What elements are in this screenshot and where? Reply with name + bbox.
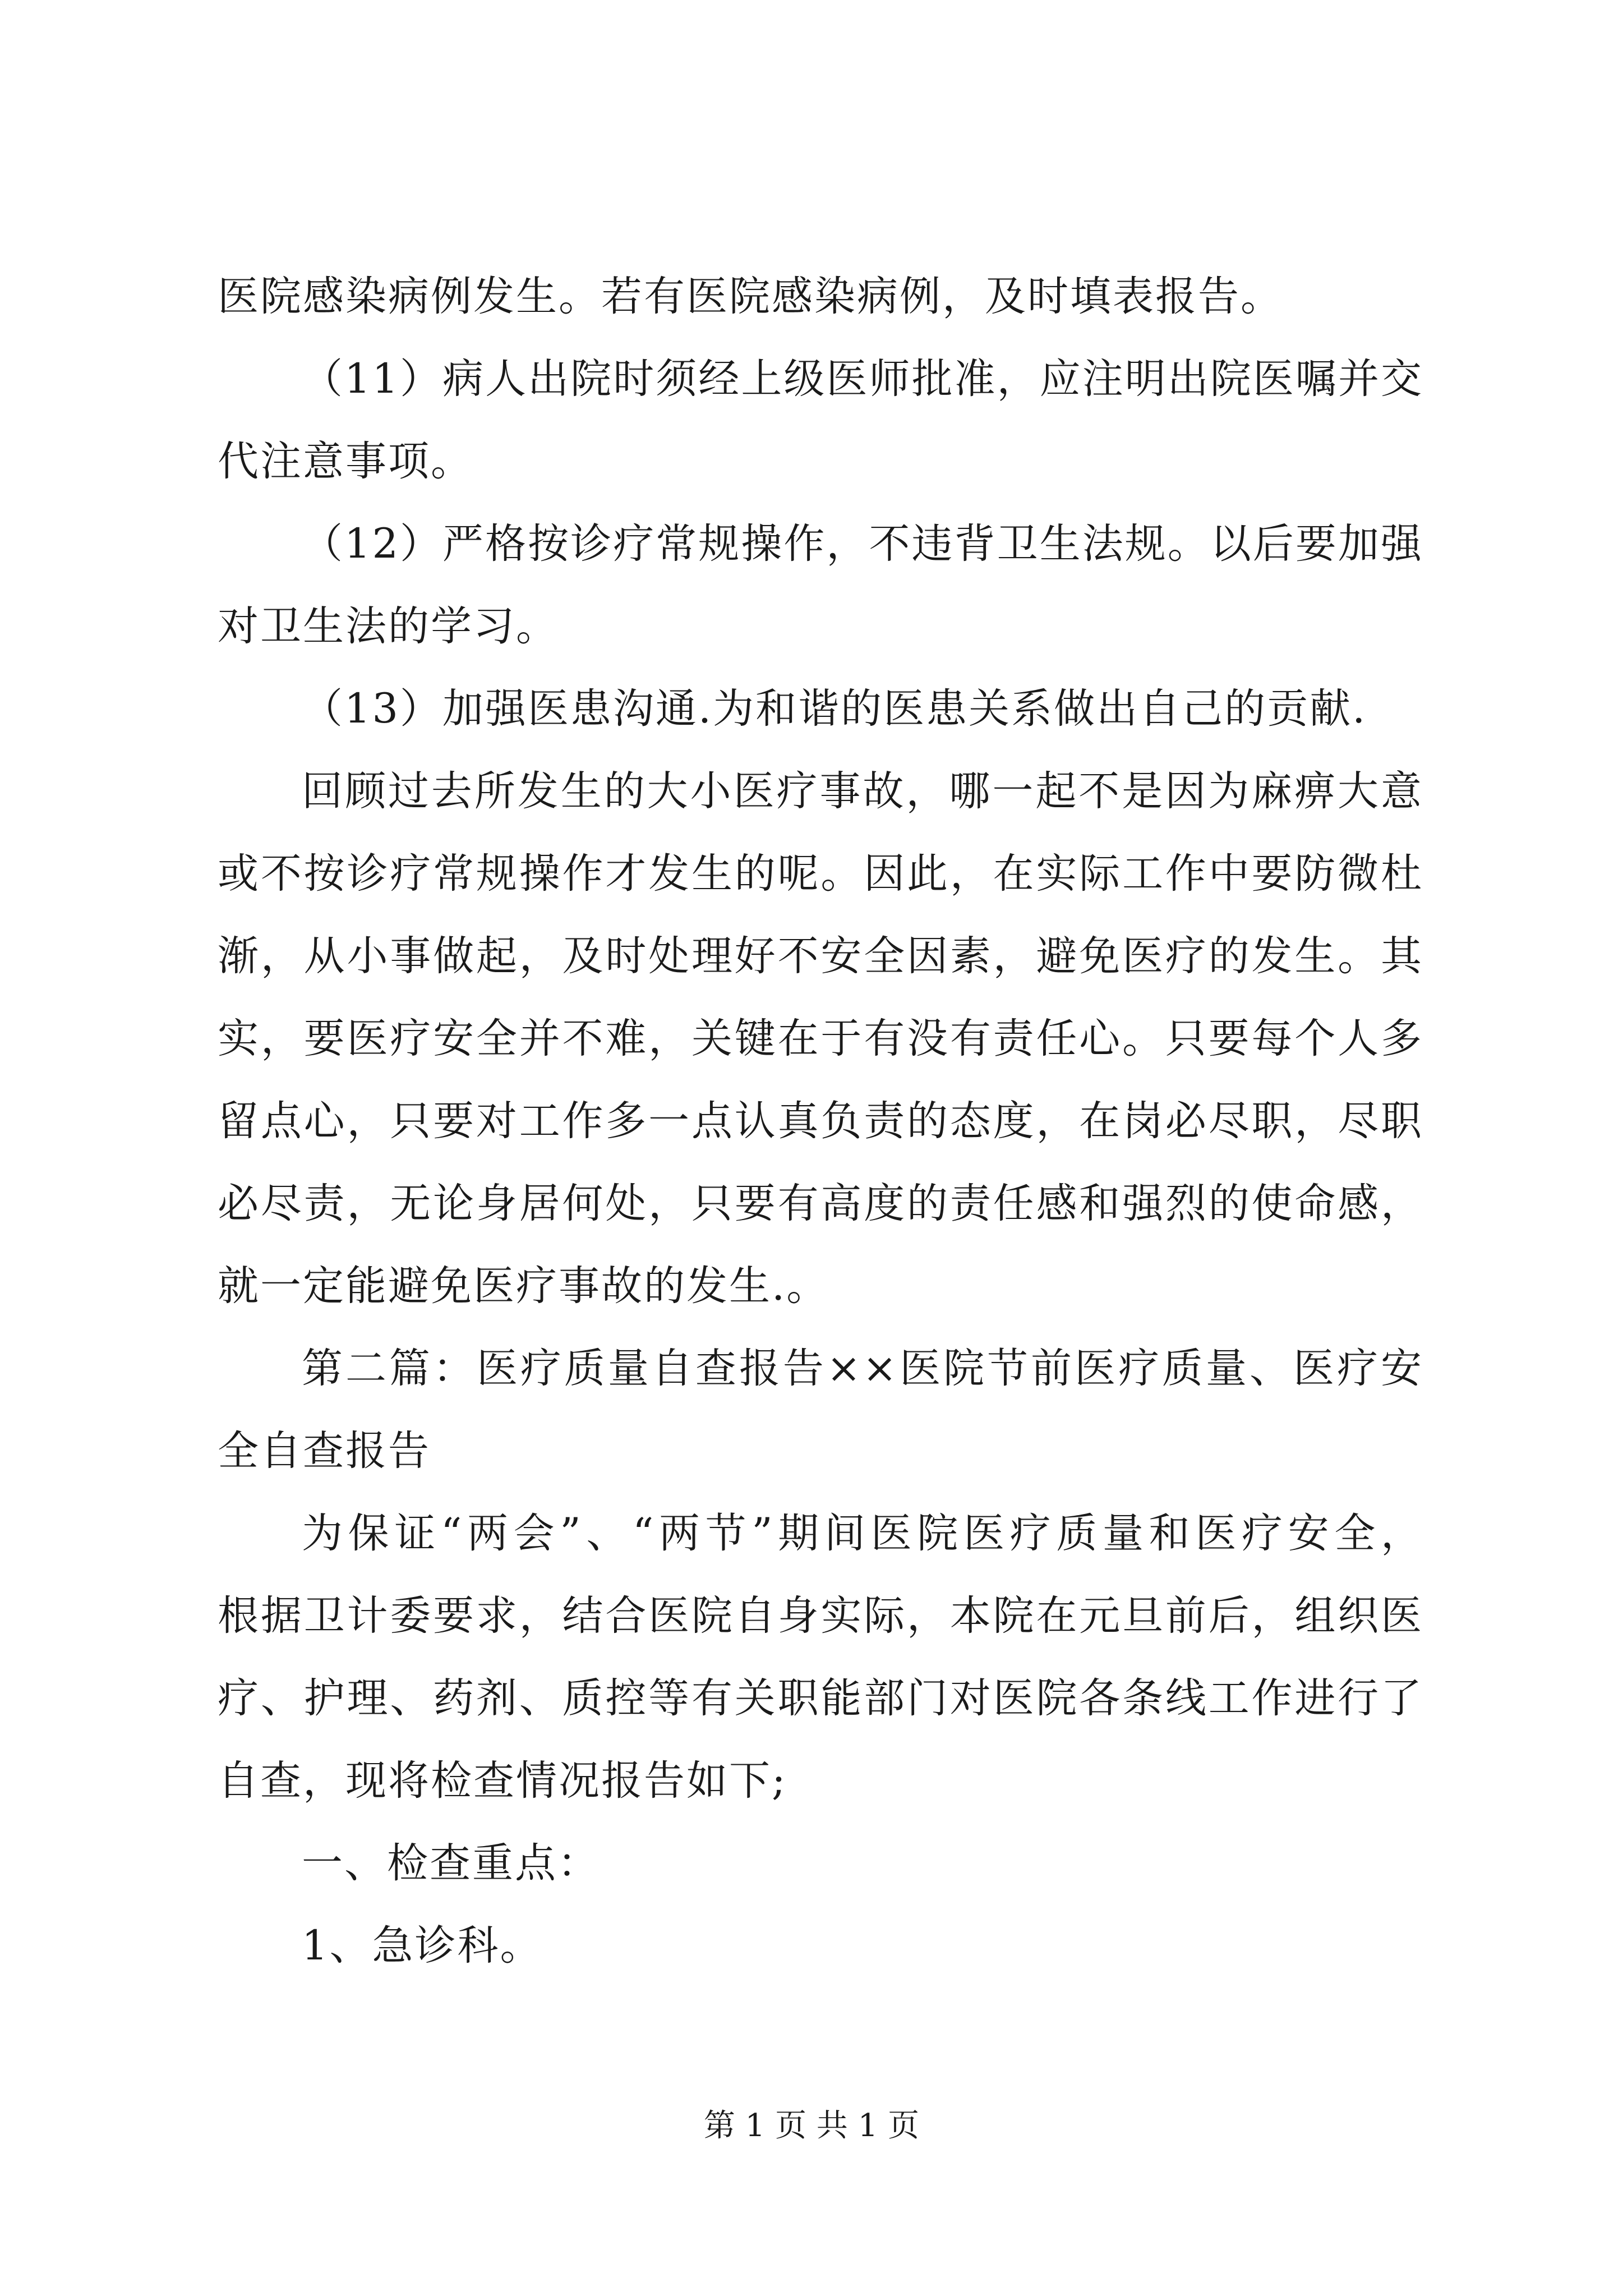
text-line-6: （13）加强医患沟通.为和谐的医患关系做出自己的贡献. bbox=[302, 685, 1367, 733]
text-line-4: （12）严格按诊疗常规操作，不违背卫生法规。以后要加强 bbox=[302, 520, 1423, 568]
text-line-2: （11）病人出院时须经上级医师批准，应注明出院医嘱并交 bbox=[302, 355, 1423, 403]
text-line-16: 为保证“两会”、“两节”期间医院医疗质量和医疗安全， bbox=[302, 1510, 1423, 1557]
text-line-10: 实，要医疗安全并不难，关键在于有没有责任心。只要每个人多 bbox=[218, 1015, 1423, 1062]
text-line-17: 根据卫计委要求，结合医院自身实际，本院在元旦前后，组织医 bbox=[218, 1592, 1423, 1640]
text-line-8: 或不按诊疗常规操作才发生的呢。因此，在实际工作中要防微杜 bbox=[218, 850, 1423, 898]
text-line-12: 必尽责，无论身居何处，只要有高度的责任感和强烈的使命感， bbox=[218, 1180, 1423, 1227]
text-line-3: 代注意事项。 bbox=[218, 438, 473, 485]
text-line-7: 回顾过去所发生的大小医疗事故，哪一起不是因为麻痹大意 bbox=[302, 767, 1423, 815]
text-line-19: 自查，现将检查情况报告如下; bbox=[218, 1757, 787, 1805]
page-footer: 第 1 页 共 1 页 bbox=[703, 2108, 920, 2144]
subheading-check-focus: 一、检查重点： bbox=[302, 1839, 600, 1887]
text-line-9: 渐，从小事做起，及时处理好不安全因素，避免医疗的发生。其 bbox=[218, 932, 1423, 980]
list-item-emergency: 1、急诊科。 bbox=[302, 1922, 543, 1970]
section-heading: 第二篇：医疗质量自查报告××医院节前医疗质量、医疗安 bbox=[302, 1345, 1423, 1392]
document-body bbox=[218, 255, 1423, 1987]
section-heading-continued: 全自查报告 bbox=[218, 1427, 431, 1475]
text-line-13: 就一定能避免医疗事故的发生.。 bbox=[218, 1262, 829, 1310]
text-line-11: 留点心，只要对工作多一点认真负责的态度，在岗必尽职，尽职 bbox=[218, 1097, 1423, 1145]
text-line-1: 医院感染病例发生。若有医院感染病例，及时填表报告。 bbox=[218, 273, 1283, 320]
text-line-5: 对卫生法的学习。 bbox=[218, 602, 559, 650]
text-line-18: 疗、护理、药剂、质控等有关职能部门对医院各条线工作进行了 bbox=[218, 1674, 1423, 1722]
